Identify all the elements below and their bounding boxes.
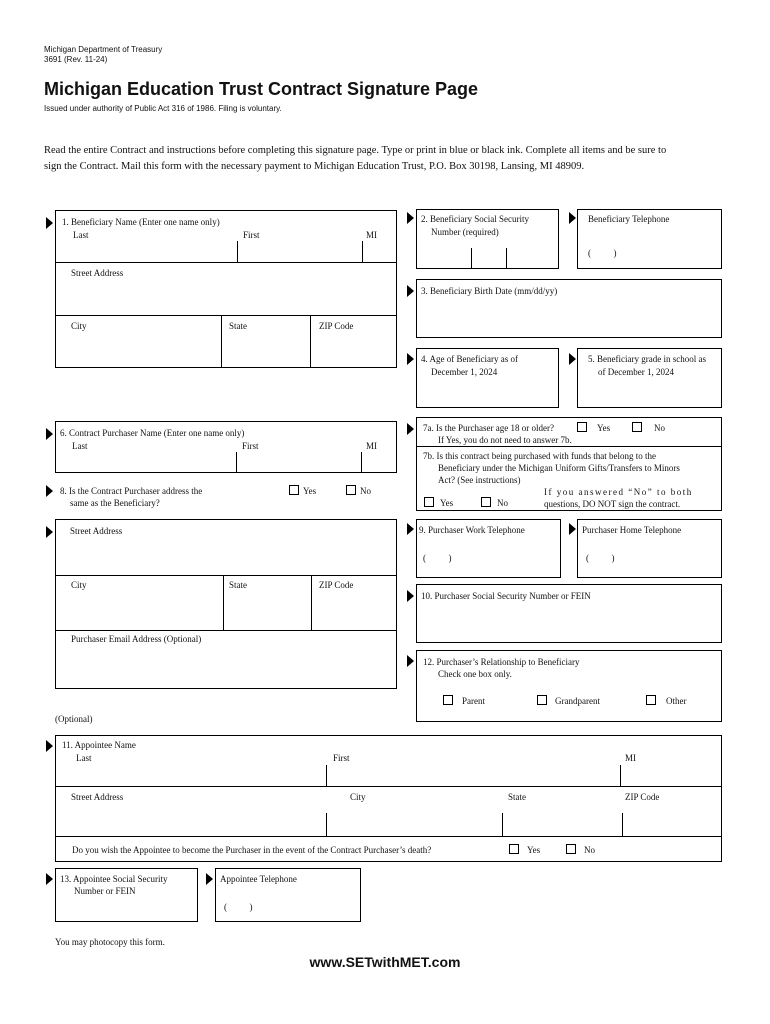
- beneficiary-birth-date-label: 3. Beneficiary Birth Date (mm/dd/yy): [421, 286, 558, 296]
- beneficiary-first-label: First: [243, 230, 260, 240]
- beneficiary-zip-field[interactable]: [311, 334, 396, 367]
- beneficiary-street-field[interactable]: [56, 280, 396, 314]
- authority-note: Issued under authority of Public Act 316 of 1986. Filing is voluntary.: [44, 104, 282, 113]
- purchaser-zip-label: ZIP Code: [319, 580, 354, 590]
- purchaser-state-field[interactable]: [224, 593, 310, 629]
- appointee-no-checkbox[interactable]: [566, 844, 576, 854]
- purchaser-mi-label: MI: [366, 441, 377, 451]
- appointee-mi-label: MI: [625, 753, 636, 763]
- q7b-no-checkbox[interactable]: [481, 497, 491, 507]
- relationship-parent-checkbox[interactable]: [443, 695, 453, 705]
- appointee-no-label: No: [584, 845, 595, 855]
- arrow-icon: [46, 526, 53, 538]
- arrow-icon: [569, 353, 576, 365]
- purchaser-home-phone-area: ( ): [586, 553, 615, 563]
- beneficiary-mi-label: MI: [366, 230, 377, 240]
- q7b-label-1: 7b. Is this contract being purchased with funds that belong to the: [423, 451, 656, 461]
- purchaser-first-label: First: [242, 441, 259, 451]
- q7b-yes-checkbox[interactable]: [424, 497, 434, 507]
- beneficiary-mi-field[interactable]: [363, 240, 396, 261]
- beneficiary-city-label: City: [71, 321, 87, 331]
- arrow-icon: [46, 428, 53, 440]
- arrow-icon: [407, 523, 414, 535]
- appointee-phone-area: ( ): [224, 902, 253, 912]
- appointee-phone-label: Appointee Telephone: [220, 874, 297, 884]
- q8-no-checkbox[interactable]: [346, 485, 356, 495]
- relationship-grandparent-checkbox[interactable]: [537, 695, 547, 705]
- q7b-no-label: No: [497, 498, 508, 508]
- beneficiary-grade-label-2: of December 1, 2024: [598, 367, 674, 377]
- purchaser-street-field[interactable]: [56, 538, 396, 574]
- appointee-yes-label: Yes: [527, 845, 541, 855]
- relationship-other-checkbox[interactable]: [646, 695, 656, 705]
- relationship-label-1: 12. Purchaser’s Relationship to Beneficiary: [423, 657, 580, 667]
- appointee-city-label: City: [350, 792, 366, 802]
- appointee-city-field[interactable]: [327, 804, 501, 835]
- appointee-ssn-label-2: Number or FEIN: [74, 886, 136, 896]
- q8-yes-checkbox[interactable]: [289, 485, 299, 495]
- arrow-icon: [407, 212, 414, 224]
- purchaser-work-phone-area: ( ): [423, 553, 452, 563]
- purchaser-city-label: City: [71, 580, 87, 590]
- appointee-street-field[interactable]: [56, 804, 325, 835]
- purchaser-state-label: State: [229, 580, 247, 590]
- q7a-yes-label: Yes: [597, 423, 611, 433]
- q7a-no-checkbox[interactable]: [632, 422, 642, 432]
- arrow-icon: [46, 740, 53, 752]
- purchaser-work-phone-label: 9. Purchaser Work Telephone: [419, 525, 525, 535]
- intro-line-2: sign the Contract. Mail this form with the necessary payment to Michigan Education Trust, P.O. Box 30198, Lansing, MI 48909.: [44, 161, 585, 172]
- beneficiary-age-label-1: 4. Age of Beneficiary as of: [421, 354, 518, 364]
- appointee-box: [55, 735, 722, 862]
- relationship-label-2: Check one box only.: [438, 669, 512, 679]
- beneficiary-telephone-area: ( ): [588, 248, 617, 258]
- appointee-mi-field[interactable]: [621, 765, 721, 785]
- appointee-last-label: Last: [76, 753, 92, 763]
- purchaser-ssn-label: 10. Purchaser Social Security Number or FEIN: [421, 591, 591, 601]
- purchaser-email-field[interactable]: [56, 647, 396, 688]
- appointee-state-label: State: [508, 792, 526, 802]
- q8-no-label: No: [360, 486, 371, 496]
- beneficiary-last-name-field[interactable]: [56, 240, 236, 261]
- arrow-icon: [407, 353, 414, 365]
- arrow-icon: [46, 873, 53, 885]
- purchaser-street-label: Street Address: [70, 526, 123, 536]
- appointee-state-field[interactable]: [503, 804, 621, 835]
- appointee-zip-label: ZIP Code: [625, 792, 660, 802]
- purchaser-last-name-field[interactable]: [56, 452, 235, 472]
- arrow-icon: [569, 523, 576, 535]
- page-title: Michigan Education Trust Contract Signature Page: [44, 79, 479, 99]
- q7a-label-1: 7a. Is the Purchaser age 18 or older?: [423, 423, 554, 433]
- beneficiary-ssn-label-2: Number (required): [431, 227, 499, 237]
- appointee-first-name-field[interactable]: [327, 765, 619, 785]
- q7b-yes-label: Yes: [440, 498, 454, 508]
- purchaser-last-label: Last: [72, 441, 88, 451]
- form-number: 3691 (Rev. 11-24): [44, 55, 108, 64]
- q7b-note-1: If you answered “No” to both: [544, 487, 693, 497]
- arrow-icon: [407, 655, 414, 667]
- appointee-yes-checkbox[interactable]: [509, 844, 519, 854]
- beneficiary-city-field[interactable]: [56, 334, 220, 367]
- appointee-first-label: First: [333, 753, 350, 763]
- purchaser-email-label: Purchaser Email Address (Optional): [71, 634, 202, 644]
- arrow-icon: [407, 423, 414, 435]
- beneficiary-zip-label: ZIP Code: [319, 321, 354, 331]
- purchaser-first-name-field[interactable]: [237, 452, 360, 472]
- purchaser-zip-field[interactable]: [312, 593, 396, 629]
- relationship-parent-label: Parent: [462, 696, 485, 706]
- appointee-name-label: 11. Appointee Name: [62, 740, 136, 750]
- arrow-icon: [46, 217, 53, 229]
- arrow-icon: [46, 485, 53, 497]
- beneficiary-last-label: Last: [73, 230, 89, 240]
- beneficiary-ssn-label-1: 2. Beneficiary Social Security: [421, 214, 529, 224]
- beneficiary-age-label-2: December 1, 2024: [431, 367, 498, 377]
- appointee-last-name-field[interactable]: [56, 765, 325, 785]
- beneficiary-first-name-field[interactable]: [238, 240, 361, 261]
- q8-yes-label: Yes: [303, 486, 317, 496]
- purchaser-name-label: 6. Contract Purchaser Name (Enter one name only): [60, 428, 245, 438]
- department-name: Michigan Department of Treasury: [44, 45, 163, 54]
- arrow-icon: [569, 212, 576, 224]
- appointee-zip-field[interactable]: [623, 804, 721, 835]
- q8-label-2: same as the Beneficiary?: [70, 498, 160, 508]
- appointee-street-label: Street Address: [71, 792, 124, 802]
- optional-label: (Optional): [55, 714, 93, 724]
- arrow-icon: [206, 873, 213, 885]
- beneficiary-state-label: State: [229, 321, 247, 331]
- q7b-label-3: Act? (See instructions): [438, 475, 521, 485]
- purchaser-mi-field[interactable]: [362, 452, 396, 472]
- appointee-ssn-label-1: 13. Appointee Social Security: [60, 874, 168, 884]
- beneficiary-state-field[interactable]: [222, 334, 309, 367]
- relationship-grandparent-label: Grandparent: [555, 696, 600, 706]
- q7b-note-2: questions, DO NOT sign the contract.: [544, 499, 681, 509]
- q7a-no-label: No: [654, 423, 665, 433]
- q7a-label-2: If Yes, you do not need to answer 7b.: [438, 435, 572, 445]
- beneficiary-street-label: Street Address: [71, 268, 124, 278]
- relationship-other-label: Other: [666, 696, 687, 706]
- q7b-label-2: Beneficiary under the Michigan Uniform Gifts/Transfers to Minors: [438, 463, 680, 473]
- purchaser-city-field[interactable]: [56, 593, 222, 629]
- q7a-yes-checkbox[interactable]: [577, 422, 587, 432]
- purchaser-home-phone-label: Purchaser Home Telephone: [582, 525, 682, 535]
- intro-line-1: Read the entire Contract and instructions before completing this signature page. Type or print in blue or black ink. Complete all items and be sure to: [44, 145, 667, 156]
- arrow-icon: [407, 590, 414, 602]
- website-url[interactable]: www.SETwithMET.com: [309, 954, 461, 970]
- beneficiary-grade-label-1: 5. Beneficiary grade in school as: [588, 354, 706, 364]
- photocopy-note: You may photocopy this form.: [55, 937, 165, 947]
- arrow-icon: [407, 285, 414, 297]
- q8-label-1: 8. Is the Contract Purchaser address the: [60, 486, 203, 496]
- beneficiary-name-label: 1. Beneficiary Name (Enter one name only): [62, 217, 220, 227]
- beneficiary-telephone-label: Beneficiary Telephone: [588, 214, 670, 224]
- appointee-question: Do you wish the Appointee to become the Purchaser in the event of the Contract Purchaser’s death?: [72, 845, 432, 855]
